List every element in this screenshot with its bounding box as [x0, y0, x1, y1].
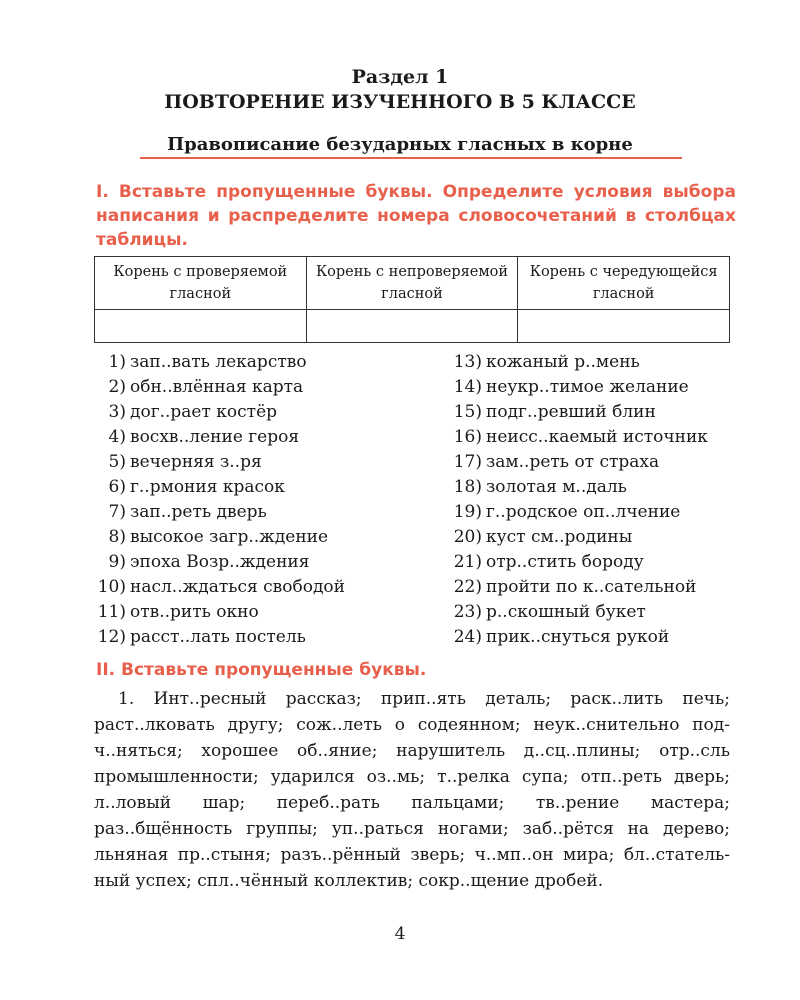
- list-item: [96, 425, 436, 450]
- item-text: неисс..каемый источник: [486, 427, 708, 447]
- item-number: 22): [453, 577, 482, 597]
- list-item: [452, 500, 742, 525]
- item-text: золотая м..даль: [486, 477, 627, 497]
- list-item: [96, 525, 436, 550]
- list-item: [96, 450, 436, 475]
- item-text: куст см..родины: [486, 527, 633, 547]
- list-item: [452, 525, 742, 550]
- list-item: [452, 550, 742, 575]
- list-item: [452, 400, 742, 425]
- task-2-body: 1. Инт..ресный рассказ; прип..ять деталь; раск..лить печь; раст..лковать другу; сож..леть о содеянном; неук..снительно подч..няться; хорошее об..яние; нарушитель д..сц..плины; отр..сль промышленности; ударился оз..мь; т..релка супа; отп..реть дверь; л..ловый шар; переб..рать пальцами; тв..рение мастера; раз..бщённость группы; уп..раться ногами; заб..рётся на дерево; льняная пр..стыня; разъ..рённый зверь; ч..мп..он мира; бл..стательный успех; спл..чённый коллектив; сокр..щение дробей.: [94, 689, 730, 891]
- item-text: р..скошный букет: [486, 602, 646, 622]
- list-item: [452, 475, 742, 500]
- list-item: [96, 375, 436, 400]
- answer-cell-alternating[interactable]: [518, 310, 730, 343]
- table-header-cell: Корень с проверяемой гласной: [95, 257, 307, 310]
- item-text: восхв..ление героя: [130, 427, 300, 447]
- item-number: 19): [453, 502, 482, 522]
- item-number: 6): [108, 477, 126, 497]
- item-number: 24): [453, 627, 482, 647]
- topic-underline: [140, 157, 682, 159]
- answer-cell-checkable[interactable]: [95, 310, 307, 343]
- item-text: высокое загр..ждение: [130, 527, 329, 547]
- list-item: [452, 425, 742, 450]
- phrase-list-left: [96, 350, 436, 650]
- list-item: [96, 350, 436, 375]
- page-number: 4: [394, 924, 406, 944]
- item-text: вечерняя з..ря: [130, 452, 262, 472]
- task-2-heading: II. Вставьте пропущенные буквы.: [96, 660, 427, 680]
- item-text: эпоха Возр..ждения: [130, 552, 310, 572]
- item-number: 10): [97, 577, 126, 597]
- item-number: 15): [453, 402, 482, 422]
- section-title: ПОВТОРЕНИЕ ИЗУЧЕННОГО В 5 КЛАССЕ: [164, 91, 636, 113]
- answer-cell-uncheckable[interactable]: [306, 310, 518, 343]
- phrase-list-right: [452, 350, 742, 650]
- item-number: 8): [108, 527, 126, 547]
- list-item: [452, 575, 742, 600]
- item-number: 9): [108, 552, 126, 572]
- list-item: [96, 550, 436, 575]
- list-item: [96, 600, 436, 625]
- item-text: дог..рает костёр: [130, 402, 278, 422]
- item-number: 3): [108, 402, 126, 422]
- table-header-cell: Корень с непроверяемой гласной: [306, 257, 518, 310]
- item-number: 13): [453, 352, 482, 372]
- item-number: 17): [453, 452, 482, 472]
- list-item: [452, 375, 742, 400]
- item-text: пройти по к..сательной: [486, 577, 697, 597]
- item-number: 20): [453, 527, 482, 547]
- item-number: 16): [453, 427, 482, 447]
- item-number: 11): [97, 602, 126, 622]
- item-number: 12): [97, 627, 126, 647]
- list-item: [452, 450, 742, 475]
- item-number: 7): [108, 502, 126, 522]
- item-number: 1): [108, 352, 126, 372]
- task-1-heading: I. Вставьте пропущенные буквы. Определите условия выбора написания и распределите номера словосочетаний в столбцах таблицы.: [96, 182, 736, 250]
- item-text: расст..лать постель: [130, 627, 306, 647]
- list-item: [96, 475, 436, 500]
- item-text: отв..рить окно: [130, 602, 259, 622]
- item-text: насл..ждаться свободой: [130, 577, 345, 597]
- item-number: 18): [453, 477, 482, 497]
- item-number: 4): [108, 427, 126, 447]
- item-number: 14): [453, 377, 482, 397]
- topic-title: Правописание безударных гласных в корне: [167, 134, 633, 155]
- item-text: обн..влённая карта: [130, 377, 304, 397]
- item-number: 2): [108, 377, 126, 397]
- table-header-row: [95, 257, 730, 310]
- list-item: [452, 600, 742, 625]
- list-item: [452, 625, 742, 650]
- list-item: [96, 625, 436, 650]
- item-number: 23): [453, 602, 482, 622]
- item-text: подг..ревший блин: [486, 402, 656, 422]
- spelling-table: [94, 256, 730, 343]
- item-text: г..родское оп..лчение: [486, 502, 681, 522]
- list-item: [96, 575, 436, 600]
- item-text: зам..реть от страха: [486, 452, 660, 472]
- list-item: [452, 350, 742, 375]
- section-label: Раздел 1: [351, 66, 449, 88]
- item-text: зап..реть дверь: [130, 502, 267, 522]
- item-text: неукр..тимое желание: [486, 377, 689, 397]
- item-number: 21): [453, 552, 482, 572]
- item-text: отр..стить бороду: [486, 552, 644, 572]
- item-text: кожаный р..мень: [486, 352, 640, 372]
- item-text: зап..вать лекарство: [130, 352, 307, 372]
- table-header-cell: Корень с чередующейся гласной: [518, 257, 730, 310]
- list-item: [96, 500, 436, 525]
- item-text: прик..снуться рукой: [486, 627, 670, 647]
- item-text: г..рмония красок: [130, 477, 285, 497]
- table-answer-row: [95, 310, 730, 343]
- item-number: 5): [108, 452, 126, 472]
- list-item: [96, 400, 436, 425]
